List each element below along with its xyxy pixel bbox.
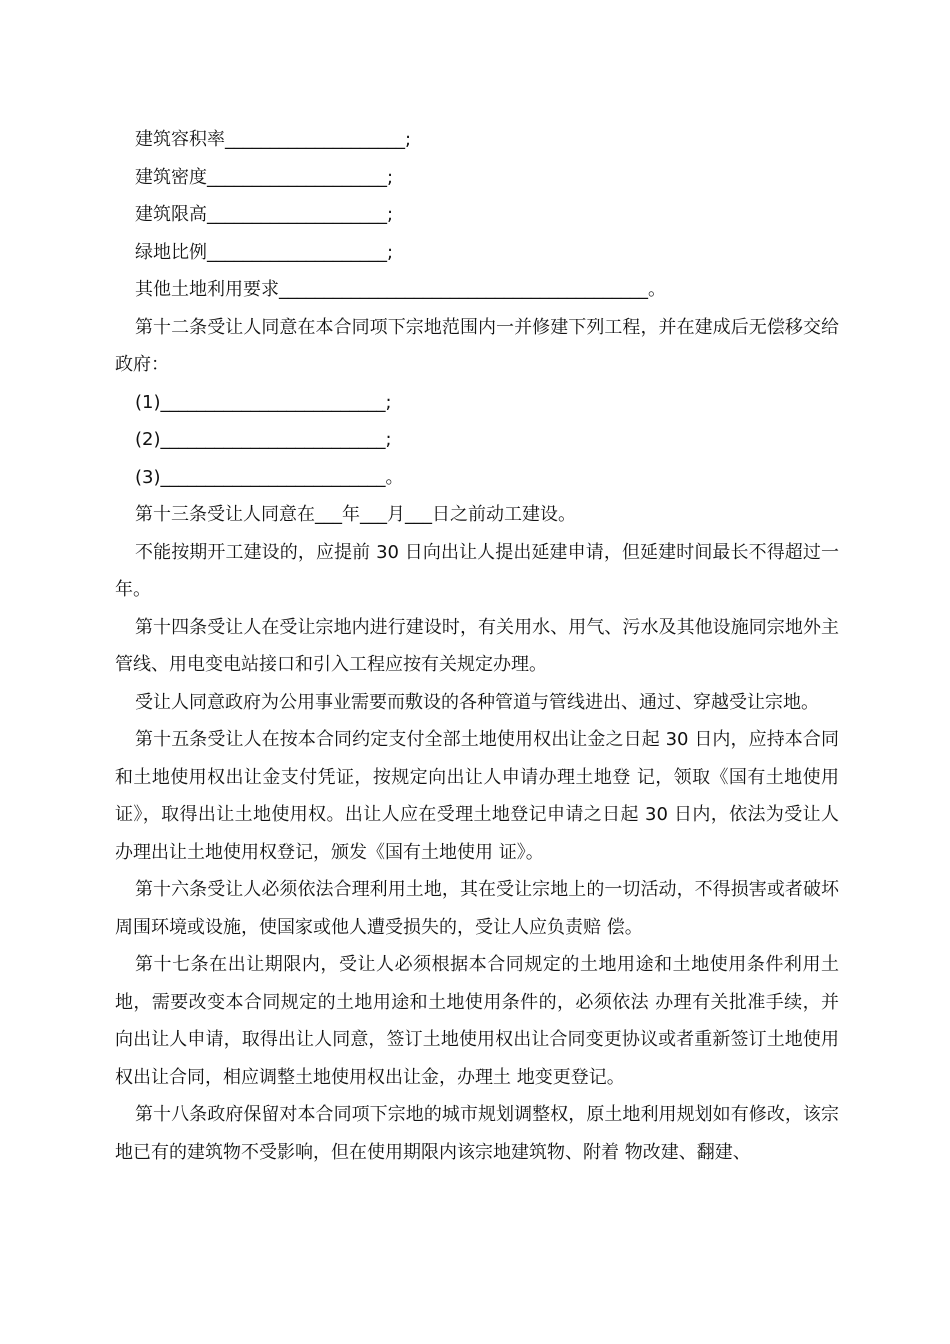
work-item-2: (2)_________________________;: [135, 429, 392, 450]
article-15: 第十五条受让人在按本合同约定支付全部土地使用权出让金之日起 30 日内，应持本合同和土地使用权出让金支付凭证，按规定向出让人申请办理土地登 记，领取《国有土地使用证》，取得出让土地使用权。出让人应在受理土地登记申请之日起 30 日内，依法为受让人办理出让土地使用权登记，颁发《国有土地使用 证》。: [115, 729, 839, 863]
article-13-note: 不能按期开工建设的，应提前 30 日向出让人提出延建申请，但延建时间最长不得超过一年。: [115, 541, 839, 600]
article-14-note: 受让人同意政府为公用事业需要而敷设的各种管道与管线进出、通过、穿越受让宗地。: [135, 691, 819, 713]
article-13: 第十三条受让人同意在___年___月___日之前动工建设。: [135, 504, 576, 525]
work-item-3: (3)_________________________。: [135, 466, 404, 488]
height-limit-line: 建筑限高____________________;: [135, 204, 394, 225]
article-17: 第十七条在出让期限内，受让人必须根据本合同规定的土地用途和土地使用条件利用土地，需要改变本合同规定的土地用途和土地使用条件的，必须依法 办理有关批准手续，并向出让人申请，取得出让人同意，签订土地使用权出让合同变更协议或者重新签订土地使用权出让合同，相应调整土地使用权出让金，办理土 地变更登记。: [115, 954, 839, 1088]
other-land-use-line: 其他土地利用要求_________________________________________。: [135, 279, 666, 300]
article-12: 第十二条受让人同意在本合同项下宗地范围内一并修建下列工程，并在建成后无偿移交给政府：: [115, 316, 839, 375]
article-14: 第十四条受让人在受让宗地内进行建设时，有关用水、用气、污水及其他设施同宗地外主管线、用电变电站接口和引入工程应按有关规定办理。: [115, 616, 839, 675]
building-density-line: 建筑密度____________________;: [135, 166, 394, 188]
work-item-1: (1)_________________________;: [135, 391, 392, 413]
floor-area-ratio-line: 建筑容积率____________________;: [135, 129, 412, 150]
article-16: 第十六条受让人必须依法合理利用土地，其在受让宗地上的一切活动，不得损害或者破坏周围环境或设施，使国家或他人遭受损失的，受让人应负责赔 偿。: [115, 879, 839, 938]
article-18: 第十八条政府保留对本合同项下宗地的城市规划调整权，原土地利用规划如有修改，该宗地已有的建筑物不受影响，但在使用期限内该宗地建筑物、附着 物改建、翻建、: [115, 1104, 839, 1163]
green-ratio-line: 绿地比例____________________;: [135, 241, 394, 263]
document-body: [115, 121, 839, 1171]
